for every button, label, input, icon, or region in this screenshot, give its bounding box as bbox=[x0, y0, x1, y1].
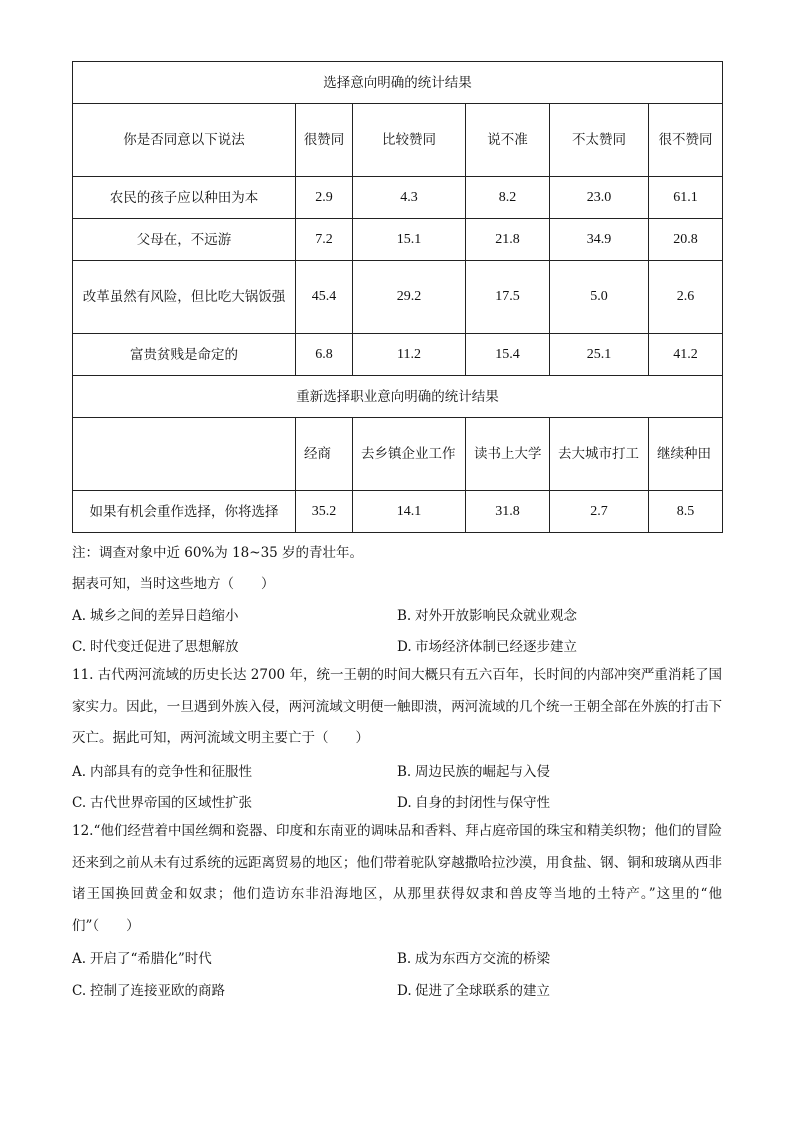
row-label: 如果有机会重作选择，你将选择 bbox=[73, 491, 296, 533]
table-note: 注：调查对象中近 60%为 18~35 岁的青壮年。 bbox=[72, 545, 364, 561]
option-key: A. bbox=[72, 764, 87, 780]
q11-option-d[interactable] bbox=[397, 791, 550, 811]
value-cell: 17.5 bbox=[466, 261, 550, 334]
option-key: C. bbox=[72, 983, 87, 999]
header-cell: 不太赞同 bbox=[550, 104, 649, 177]
value-cell: 5.0 bbox=[550, 261, 649, 334]
option-key: A. bbox=[72, 951, 87, 967]
header-cell: 比较赞同 bbox=[353, 104, 466, 177]
value-cell: 7.2 bbox=[296, 219, 353, 261]
q10-option-d[interactable] bbox=[397, 635, 577, 655]
option-text: 自身的封闭性与保守性 bbox=[415, 795, 550, 811]
option-text: 对外开放影响民众就业观念 bbox=[415, 608, 577, 624]
q10-option-c[interactable] bbox=[72, 635, 239, 655]
option-key: B. bbox=[397, 764, 412, 780]
header-cell: 很不赞同 bbox=[649, 104, 723, 177]
option-key: C. bbox=[72, 639, 87, 655]
value-cell: 61.1 bbox=[649, 177, 723, 219]
q11-option-a[interactable] bbox=[72, 760, 252, 780]
value-cell: 14.1 bbox=[353, 491, 466, 533]
section-title-row bbox=[73, 376, 723, 418]
header-cell: 去乡镇企业工作 bbox=[353, 418, 466, 491]
value-cell: 41.2 bbox=[649, 334, 723, 376]
table-row bbox=[73, 491, 723, 533]
value-cell: 23.0 bbox=[550, 177, 649, 219]
section-title-row bbox=[73, 62, 723, 104]
value-cell: 45.4 bbox=[296, 261, 353, 334]
option-key: A. bbox=[72, 608, 87, 624]
q10-option-a[interactable] bbox=[72, 604, 239, 624]
section1-title: 选择意向明确的统计结果 bbox=[73, 62, 723, 104]
option-key: B. bbox=[397, 951, 412, 967]
header-cell: 读书上大学 bbox=[466, 418, 550, 491]
option-key: D. bbox=[397, 795, 412, 811]
table-row bbox=[73, 177, 723, 219]
option-text: 开启了“希腊化”时代 bbox=[90, 951, 212, 967]
option-key: D. bbox=[397, 639, 412, 655]
value-cell: 35.2 bbox=[296, 491, 353, 533]
value-cell: 8.5 bbox=[649, 491, 723, 533]
value-cell: 29.2 bbox=[353, 261, 466, 334]
value-cell: 31.8 bbox=[466, 491, 550, 533]
table-row bbox=[73, 261, 723, 334]
value-cell: 15.4 bbox=[466, 334, 550, 376]
option-text: 成为东西方交流的桥梁 bbox=[415, 951, 550, 967]
q11-option-c[interactable] bbox=[72, 791, 252, 811]
q11-option-b[interactable] bbox=[397, 760, 550, 780]
value-cell: 2.9 bbox=[296, 177, 353, 219]
value-cell: 8.2 bbox=[466, 177, 550, 219]
option-key: D. bbox=[397, 983, 412, 999]
header-cell: 去大城市打工 bbox=[550, 418, 649, 491]
option-key: C. bbox=[72, 795, 87, 811]
header-cell bbox=[73, 418, 296, 491]
q11-stem: 11. 古代两河流域的历史长达 2700 年，统一王朝的时间大概只有五六百年，长时间的内部冲突严重消耗了国家实力。因此，一旦遇到外族入侵，两河流域文明便一触即溃，两河流域的几个统一王朝全部在外族的打击下灭亡。据此可知，两河流域文明主要亡于（ ） bbox=[72, 667, 722, 746]
q12-stem: 12.“他们经营着中国丝绸和瓷器、印度和东南亚的调味品和香料、拜占庭帝国的珠宝和精美织物；他们的冒险还来到之前从未有过系统的远距离贸易的地区；他们带着驼队穿越撒哈拉沙漠，用食盐、钢、铜和玻璃从西非诸王国换回黄金和奴隶；他们造访东非沿海地区，从那里获得奴隶和兽皮等当地的土特产。”这里的“他们”（ ） bbox=[72, 823, 722, 934]
table-row bbox=[73, 334, 723, 376]
option-text: 市场经济体制已经逐步建立 bbox=[415, 639, 577, 655]
q12-option-b[interactable] bbox=[397, 947, 550, 967]
header-cell: 说不准 bbox=[466, 104, 550, 177]
row-label: 富贵贫贱是命定的 bbox=[73, 334, 296, 376]
header-cell: 经商 bbox=[296, 418, 353, 491]
q10-option-b[interactable] bbox=[397, 604, 577, 624]
option-text: 周边民族的崛起与入侵 bbox=[415, 764, 550, 780]
table-row bbox=[73, 219, 723, 261]
option-text: 内部具有的竞争性和征服性 bbox=[90, 764, 252, 780]
header-cell: 你是否同意以下说法 bbox=[73, 104, 296, 177]
option-text: 城乡之间的差异日趋缩小 bbox=[90, 608, 239, 624]
value-cell: 2.6 bbox=[649, 261, 723, 334]
option-text: 时代变迁促进了思想解放 bbox=[90, 639, 239, 655]
q12-option-a[interactable] bbox=[72, 947, 212, 967]
value-cell: 20.8 bbox=[649, 219, 723, 261]
value-cell: 4.3 bbox=[353, 177, 466, 219]
row-label: 农民的孩子应以种田为本 bbox=[73, 177, 296, 219]
q10-stem: 据表可知，当时这些地方（ ） bbox=[72, 576, 275, 592]
option-text: 促进了全球联系的建立 bbox=[415, 983, 550, 999]
option-text: 古代世界帝国的区域性扩张 bbox=[90, 795, 252, 811]
header-cell: 继续种田 bbox=[649, 418, 723, 491]
option-text: 控制了连接亚欧的商路 bbox=[90, 983, 225, 999]
value-cell: 11.2 bbox=[353, 334, 466, 376]
header-row-2 bbox=[73, 418, 723, 491]
row-label: 改革虽然有风险，但比吃大锅饭强 bbox=[73, 261, 296, 334]
section2-title: 重新选择职业意向明确的统计结果 bbox=[73, 376, 723, 418]
survey-table bbox=[72, 61, 723, 533]
header-row bbox=[73, 104, 723, 177]
q12-option-c[interactable] bbox=[72, 979, 225, 999]
row-label: 父母在，不远游 bbox=[73, 219, 296, 261]
q12-option-d[interactable] bbox=[397, 979, 550, 999]
value-cell: 2.7 bbox=[550, 491, 649, 533]
header-cell: 很赞同 bbox=[296, 104, 353, 177]
value-cell: 6.8 bbox=[296, 334, 353, 376]
value-cell: 34.9 bbox=[550, 219, 649, 261]
value-cell: 15.1 bbox=[353, 219, 466, 261]
value-cell: 21.8 bbox=[466, 219, 550, 261]
value-cell: 25.1 bbox=[550, 334, 649, 376]
option-key: B. bbox=[397, 608, 412, 624]
